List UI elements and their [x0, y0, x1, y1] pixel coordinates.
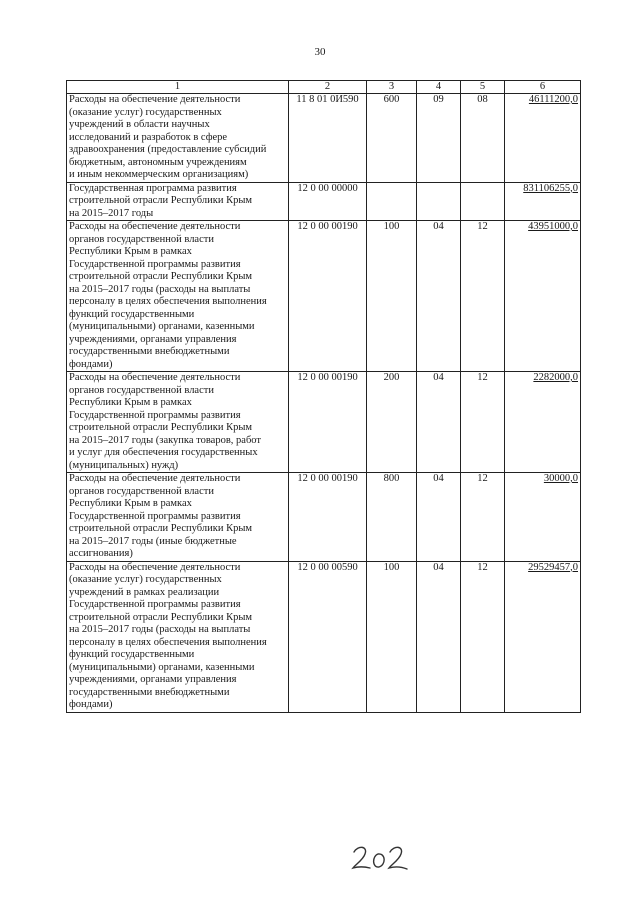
table-row: [67, 182, 581, 221]
expense-type-code: 100: [367, 561, 417, 712]
budget-table: [66, 80, 581, 713]
expense-name: Расходы на обеспечение деятельности органов государственной власти Республики Крым в рамках Государственной программы развития строительной отрасли Республики Крым на 2015–2017 годы (иные бюджетные ассигнования): [67, 473, 289, 562]
amount: 2282000,0: [505, 372, 581, 473]
expense-type-code: [367, 182, 417, 221]
subsection-code: 12: [461, 372, 505, 473]
expense-type-code: 200: [367, 372, 417, 473]
expense-name: Государственная программа развития строительной отрасли Республики Крым на 2015–2017 годы: [67, 182, 289, 221]
target-article-code: 11 8 01 0И590: [289, 94, 367, 183]
header-cell: 3: [367, 81, 417, 94]
subsection-code: 12: [461, 473, 505, 562]
header-cell: 6: [505, 81, 581, 94]
section-code: 04: [417, 372, 461, 473]
target-article-code: 12 0 00 00000: [289, 182, 367, 221]
amount: 46111200,0: [505, 94, 581, 183]
section-code: 04: [417, 561, 461, 712]
target-article-code: 12 0 00 00590: [289, 561, 367, 712]
subsection-code: 12: [461, 561, 505, 712]
table-row: [67, 94, 581, 183]
amount: 831106255,0: [505, 182, 581, 221]
expense-name: Расходы на обеспечение деятельности органов государственной власти Республики Крым в рамках Государственной программы развития строительной отрасли Республики Крым на 2015–2017 годы (закупка товаров, работ и услуг для обеспечения государственных (муниципальных) нужд): [67, 372, 289, 473]
expense-name: Расходы на обеспечение деятельности (оказание услуг) государственных учреждений в рамках реализации Государственной программы развития строительной отрасли Республики Крым на 2015–2017 годы (расходы на выплаты персоналу в целях обеспечения выполнения функций государственными (муниципальными) органами, казенными учреждениями, органами управления государственными внебюджетными фондами): [67, 561, 289, 712]
section-code: [417, 182, 461, 221]
amount: 29529457,0: [505, 561, 581, 712]
header-cell: 1: [67, 81, 289, 94]
target-article-code: 12 0 00 00190: [289, 473, 367, 562]
expense-type-code: 100: [367, 221, 417, 372]
expense-type-code: 800: [367, 473, 417, 562]
expense-type-code: 600: [367, 94, 417, 183]
amount: 43951000,0: [505, 221, 581, 372]
table-row: [67, 473, 581, 562]
expense-name: Расходы на обеспечение деятельности (оказание услуг) государственных учреждений в области научных исследований и разработок в сфере здравоохранения (предоставление субсидий бюджетным, автономным учреждениям и иным некоммерческим организациям): [67, 94, 289, 183]
table-row: [67, 561, 581, 712]
page-number: 30: [314, 46, 326, 58]
header-cell: 5: [461, 81, 505, 94]
section-code: 04: [417, 473, 461, 562]
target-article-code: 12 0 00 00190: [289, 221, 367, 372]
section-code: 04: [417, 221, 461, 372]
subsection-code: 12: [461, 221, 505, 372]
expense-name: Расходы на обеспечение деятельности органов государственной власти Республики Крым в рамках Государственной программы развития строительной отрасли Республики Крым на 2015–2017 годы (расходы на выплаты персоналу в целях обеспечения выполнения функций государственными (муниципальными) органами, казенными учреждениями, органами управления государственными внебюджетными фондами): [67, 221, 289, 372]
header-cell: 4: [417, 81, 461, 94]
section-code: 09: [417, 94, 461, 183]
table-row: [67, 372, 581, 473]
header-cell: 2: [289, 81, 367, 94]
subsection-code: 08: [461, 94, 505, 183]
table-header-row: [67, 81, 581, 94]
target-article-code: 12 0 00 00190: [289, 372, 367, 473]
amount: 30000,0: [505, 473, 581, 562]
subsection-code: [461, 182, 505, 221]
handwritten-page-number: [350, 842, 410, 872]
table-row: [67, 221, 581, 372]
